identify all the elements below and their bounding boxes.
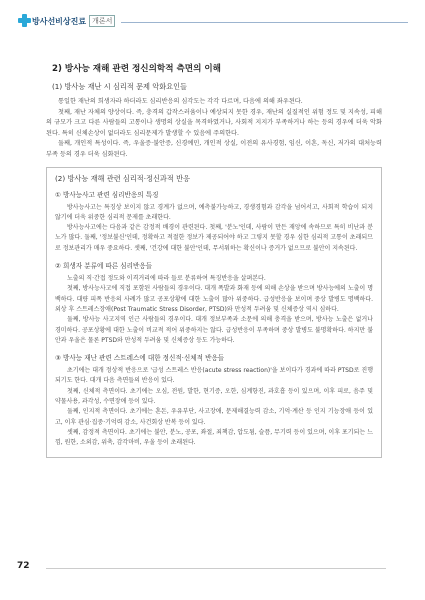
paragraph: 첫째, 방사능사고에 직접 포함된 사람들의 경우이다. 대개 폭발과 화재 등에 의해 손상을 받으며 방사능에의 노출이 명백하다. 대량 피폭 반응의 사례가 많고 공포상황에 대한 노출이 많아 위중하다. 급성반응을 보이며 중상 발병도 명백하다. 외상 후 스트레스장애(Post Traumatic Stress Disorder, PTSD)와 만성적 두려움 및 신체증상 역시 심하다. [55, 285, 373, 313]
paragraph: 둘째, 개인적 특성이다. 즉, 우울증·불안증, 신경예민, 개인적 상실, 이전의 유사경험, 임신, 이혼, 독신, 저가의 대처능력 부족 등의 경우 더욱 심화된다. [46, 140, 382, 158]
header-title: 방사선비상진료 [32, 16, 87, 26]
item-title-2: ② 희생자 분류에 따른 심리반응들 [55, 262, 153, 271]
section-title: 2) 방사능 재해 관련 정신의학적 측면의 이해 [52, 64, 221, 74]
paragraph: 초기에는 대개 정상적 반응으로 '급성 스트레스 반응(acute stress reaction)'을 보이다가 경과에 따라 PTSD로 진행되기도 한다. 대개 다음 측면들의 반응이 있다. [55, 367, 373, 385]
paragraph: 셋째, 감정적 측면이다. 초기에는 불안, 분노, 공포, 좌절, 죄책감, 압도됨, 슬픔, 무기력 등이 있으며, 이후 포기되는 느낌, 원한, 소외감, 위축, 감각마비, 우울 등이 초래된다. [55, 428, 373, 447]
item-title-3: ③ 방사능 재난 관련 스트레스에 대한 정신적·신체적 반응들 [55, 354, 225, 363]
header-tab [14, 14, 121, 28]
paragraph: 첫째, 신체적 측면이다. 초기에는 오심, 전원, 발한, 현기증, 오한, 심계항진, 과호흡 등이 있으며, 이후 피로, 음주 및 약물사용, 과각성, 수면장애 등이 있다. [55, 387, 373, 406]
paragraph: 둘째, 방사능 사고지역 인근 사람들의 경우이다. 대개 정보부족과 소문에 의해 충격을 받으며, 방사능 노출은 없거나 경미하다. 공포상황에 대한 노출이 비교적 적어 위중하지는 않다. 급성반응이 부족하며 중상 발병도 불명확하다. 하지만 불안과 우울은 물론 PTSD와 만성적 두려움 및 신체증상 등도 가능하다. [55, 316, 373, 344]
paragraph: 둘째, 인지적 측면이다. 초기에는 혼돈, 우유부단, 사고장애, 문제해결능력 감소, 기억·계산 등 인지 기능장애 등이 있고, 이후 관심·집중·기억력 감소, 사건회상 반복 등이 있다. [55, 408, 373, 426]
page-number: 72 [17, 561, 30, 571]
running-header [0, 14, 425, 26]
item-title-1: ① 방사능사고 관련 심리반응의 특징 [55, 190, 159, 199]
subsection-title-2: (2) 방사능 재해 관련 심리적·정신과적 반응 [55, 173, 190, 183]
page-content [46, 62, 382, 458]
medical-cross-icon [18, 14, 31, 27]
paragraph: 노출의 직·간접 정도와 이격거리에 따라 들로 분류하여 특징반응을 살펴본다. [67, 275, 266, 283]
subsection-title-1: (1) 방사능 재난 시 심리적 문제 악화요인들 [52, 82, 187, 91]
paragraph: 방사능사고는 특징상 보이지 않고 경계가 없으며, 예측불가능하고, 경생경험과 감각을 넘어서고, 사회적 학습이 되지 않기에 더욱 위중한 심리적 문제를 초래한다. [55, 203, 373, 221]
paragraph: 첫째, 재난 자체의 양상이다. 즉, 충격의 갑작스러움이나 예상되지 못한 경우, 재난의 실질적인 위험 정도 및 지속성, 피해의 규모가 크고 다른 사람들의 고통이나 생명의 상실을 목격하였거나, 사회적 지지가 부족하거나 하는 등의 경우에 더욱 악화된다. 특히 신체손상이 없더라도 심리문제가 발생할 수 있음에 주의한다. [46, 108, 382, 137]
paragraph: 통일한 재난의 희생자라 하더라도 심리반응의 심각도는 각각 다르며, 다음에 의해 좌우된다. [58, 98, 303, 105]
footer-rule [46, 568, 386, 569]
header-subtitle: 개론서 [89, 15, 115, 27]
paragraph: 방사능사고에는 다음과 같은 감정적 배경이 관련된다. 첫째, '분노'인데, 사람이 만든 재앙에 속하므로 특히 비난과 분노가 많다. 둘째, '정보불신'인데, 정확하고 적절한 정보가 제공되어야 하고 그렇지 못할 경우 심한 심리적 고통이 초래되므로 정보관리가 매우 중요하다. 셋째, '건강에 대한 불안'인데, 무서워하는 확신이나 증거가 없으므로 불안이 지속된다. [55, 224, 373, 252]
reaction-box [46, 167, 382, 458]
